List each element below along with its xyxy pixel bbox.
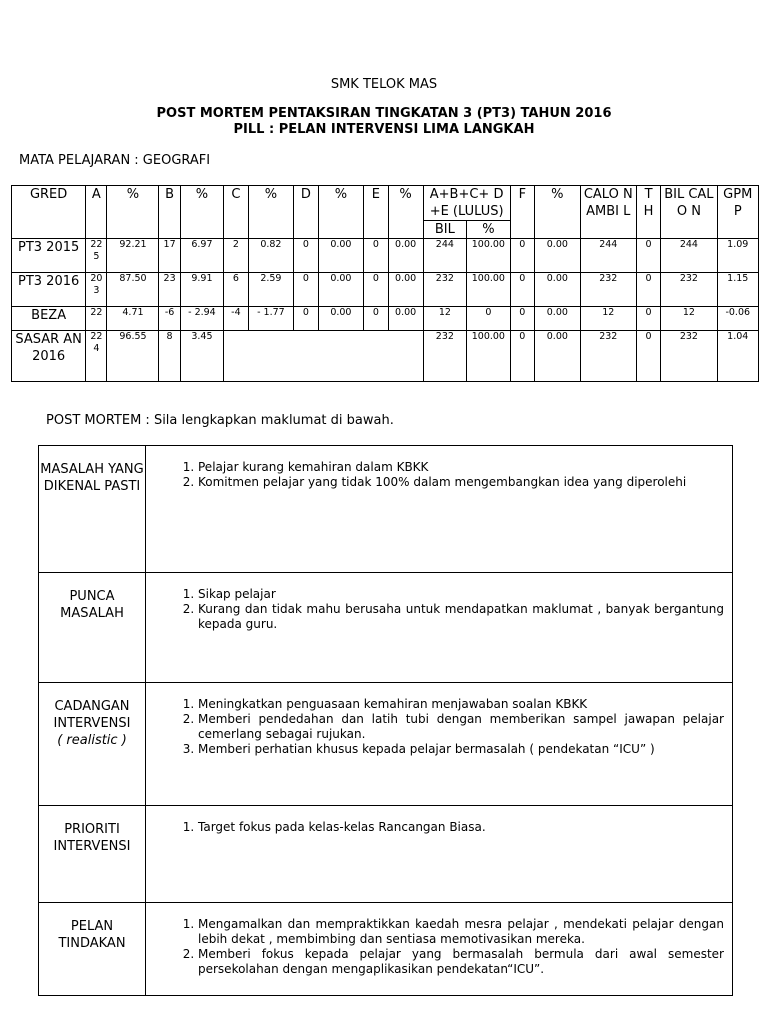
pm-list-masalah <box>176 460 724 490</box>
header-gred: GRED <box>12 186 86 239</box>
cell-a: 22 <box>86 307 107 331</box>
table-row <box>12 239 759 273</box>
list-item: 2. Komitmen pelajar yang tidak 100% dalam mengembangkan idea yang diperolehi <box>198 475 724 490</box>
list-item: 1. Mengamalkan dan mempraktikkan kaedah mesra pelajar , mendekati pelajar dengan lebih dekat , membimbing dan sentiasa memotivasikan mereka. <box>198 917 724 947</box>
pm-row-masalah <box>39 446 733 573</box>
cell-bil-calon: 232 <box>661 273 717 307</box>
cell-bil-calon: 232 <box>661 331 717 382</box>
document-title <box>0 106 768 138</box>
cell-bil-calon: 12 <box>661 307 717 331</box>
row-label: PT3 2016 <box>12 273 86 307</box>
cell-c-percent: - 1.77 <box>248 307 294 331</box>
grade-table-header-row <box>12 186 759 221</box>
pm-row-pelan <box>39 903 733 996</box>
header-a-percent: % <box>107 186 159 239</box>
cell-b-percent: 9.91 <box>180 273 224 307</box>
row-label: SASAR AN 2016 <box>12 331 86 382</box>
header-f: F <box>510 186 534 239</box>
cell-c: 2 <box>224 239 248 273</box>
cell-c: 6 <box>224 273 248 307</box>
list-item: 1. Meningkatkan penguasaan kemahiran menjawaban soalan KBKK <box>198 697 724 712</box>
cell-e-percent: 0.00 <box>388 307 423 331</box>
cell-calon-ambil: 232 <box>580 273 636 307</box>
list-item: 3. Memberi perhatian khusus kepada pelajar bermasalah ( pendekatan “ICU” ) <box>198 742 724 757</box>
cell-b: -6 <box>159 307 180 331</box>
cell-lulus-percent: 100.00 <box>467 273 511 307</box>
header-c-percent: % <box>248 186 294 239</box>
cell-bil-calon: 244 <box>661 239 717 273</box>
pm-content-prioriti <box>146 806 733 903</box>
pm-list-punca <box>176 587 724 632</box>
pm-category-prioriti: PRIORITI INTERVENSI <box>39 806 146 903</box>
cell-e: 0 <box>364 273 388 307</box>
cell-c-percent: 0.82 <box>248 239 294 273</box>
cell-e: 0 <box>364 307 388 331</box>
cell-d: 0 <box>294 273 318 307</box>
post-mortem-label: POST MORTEM : Sila lengkapkan maklumat di bawah. <box>46 413 394 428</box>
list-item: 2. Memberi pendedahan dan latih tubi dengan memberikan sampel jawapan pelajar cemerlang sebagai rujukan. <box>198 712 724 742</box>
pm-row-cadangan <box>39 683 733 806</box>
cell-gpmp: 1.09 <box>717 239 759 273</box>
grade-table <box>11 185 759 382</box>
header-a: A <box>86 186 107 239</box>
cell-f: 0 <box>510 239 534 273</box>
cell-th: 0 <box>636 307 660 331</box>
header-c: C <box>224 186 248 239</box>
subject-label: MATA PELAJARAN : GEOGRAFI <box>19 153 211 168</box>
cell-calon-ambil: 12 <box>580 307 636 331</box>
cell-a: 224 <box>86 331 107 382</box>
cell-b-percent: 6.97 <box>180 239 224 273</box>
pm-content-cadangan <box>146 683 733 806</box>
cell-e: 0 <box>364 239 388 273</box>
pm-category-pelan: PELAN TINDAKAN <box>39 903 146 996</box>
header-f-percent: % <box>535 186 581 239</box>
cell-f-percent: 0.00 <box>535 307 581 331</box>
title-line-1: POST MORTEM PENTAKSIRAN TINGKATAN 3 (PT3) TAHUN 2016 <box>156 106 612 121</box>
title-line-2: PILL : PELAN INTERVENSI LIMA LANGKAH <box>233 122 535 137</box>
row-label: PT3 2015 <box>12 239 86 273</box>
cell-e-percent: 0.00 <box>388 239 423 273</box>
header-th: T H <box>636 186 660 239</box>
cell-f-percent: 0.00 <box>535 331 581 382</box>
pm-list-pelan <box>176 917 724 977</box>
header-calon-ambil: CALO N AMBI L <box>580 186 636 239</box>
pm-content-masalah <box>146 446 733 573</box>
cell-a: 225 <box>86 239 107 273</box>
cell-d-percent: 0.00 <box>318 273 364 307</box>
pm-content-punca <box>146 573 733 683</box>
list-item: 2. Kurang dan tidak mahu berusaha untuk mendapatkan maklumat , banyak bergantung kepada guru. <box>198 602 724 632</box>
cell-a-percent: 92.21 <box>107 239 159 273</box>
cell-th: 0 <box>636 239 660 273</box>
cell-b: 23 <box>159 273 180 307</box>
cell-d: 0 <box>294 239 318 273</box>
cell-lulus-percent: 100.00 <box>467 331 511 382</box>
row-label: BEZA <box>12 307 86 331</box>
header-lulus-bil: BIL <box>423 221 467 239</box>
header-e: E <box>364 186 388 239</box>
header-bil-calon: BIL CALO N <box>661 186 717 239</box>
cell-th: 0 <box>636 331 660 382</box>
cell-a: 203 <box>86 273 107 307</box>
pm-category-cadangan-label: CADANGAN INTERVENSI <box>53 699 131 731</box>
list-item: 1. Target fokus pada kelas-kelas Rancangan Biasa. <box>198 820 724 835</box>
pm-row-punca <box>39 573 733 683</box>
cell-b: 8 <box>159 331 180 382</box>
header-e-percent: % <box>388 186 423 239</box>
pm-list-cadangan <box>176 697 724 757</box>
header-lulus: A+B+C+ D+E (LULUS) <box>423 186 510 221</box>
cell-d: 0 <box>294 307 318 331</box>
cell-a-percent: 87.50 <box>107 273 159 307</box>
cell-f-percent: 0.00 <box>535 273 581 307</box>
cell-lulus-bil: 232 <box>423 331 467 382</box>
cell-th: 0 <box>636 273 660 307</box>
cell-f-percent: 0.00 <box>535 239 581 273</box>
list-item: 2. Memberi fokus kepada pelajar yang bermasalah bermula dari awal semester persekolahan dengan mengaplikasikan pendekatan“ICU”. <box>198 947 724 977</box>
pm-row-prioriti <box>39 806 733 903</box>
list-item: 1. Pelajar kurang kemahiran dalam KBKK <box>198 460 724 475</box>
cell-gpmp: -0.06 <box>717 307 759 331</box>
cell-f: 0 <box>510 273 534 307</box>
post-mortem-table <box>38 445 733 996</box>
cell-gpmp: 1.15 <box>717 273 759 307</box>
cell-d-percent: 0.00 <box>318 307 364 331</box>
cell-b-percent: 3.45 <box>180 331 224 382</box>
header-b: B <box>159 186 180 239</box>
table-row <box>12 331 759 382</box>
cell-a-percent: 96.55 <box>107 331 159 382</box>
cell-lulus-bil: 244 <box>423 239 467 273</box>
cell-lulus-bil: 12 <box>423 307 467 331</box>
header-d-percent: % <box>318 186 364 239</box>
table-row <box>12 307 759 331</box>
pm-list-prioriti <box>176 820 724 835</box>
cell-b-percent: - 2.94 <box>180 307 224 331</box>
cell-a-percent: 4.71 <box>107 307 159 331</box>
pm-category-cadangan-note: ( realistic ) <box>57 733 127 748</box>
pm-category-cadangan <box>39 683 146 806</box>
cell-merged-blank <box>224 331 423 382</box>
cell-f: 0 <box>510 307 534 331</box>
cell-f: 0 <box>510 331 534 382</box>
pm-content-pelan <box>146 903 733 996</box>
header-lulus-percent: % <box>467 221 511 239</box>
header-b-percent: % <box>180 186 224 239</box>
cell-lulus-percent: 100.00 <box>467 239 511 273</box>
cell-gpmp: 1.04 <box>717 331 759 382</box>
table-row <box>12 273 759 307</box>
cell-lulus-percent: 0 <box>467 307 511 331</box>
cell-lulus-bil: 232 <box>423 273 467 307</box>
pm-category-masalah: MASALAH YANG DIKENAL PASTI <box>39 446 146 573</box>
school-name: SMK TELOK MAS <box>330 77 438 92</box>
pm-category-punca: PUNCA MASALAH <box>39 573 146 683</box>
cell-c-percent: 2.59 <box>248 273 294 307</box>
cell-c: -4 <box>224 307 248 331</box>
list-item: 1. Sikap pelajar <box>198 587 724 602</box>
cell-calon-ambil: 232 <box>580 331 636 382</box>
cell-d-percent: 0.00 <box>318 239 364 273</box>
cell-b: 17 <box>159 239 180 273</box>
header-gpmp: GPM P <box>717 186 759 239</box>
cell-e-percent: 0.00 <box>388 273 423 307</box>
cell-calon-ambil: 244 <box>580 239 636 273</box>
header-d: D <box>294 186 318 239</box>
